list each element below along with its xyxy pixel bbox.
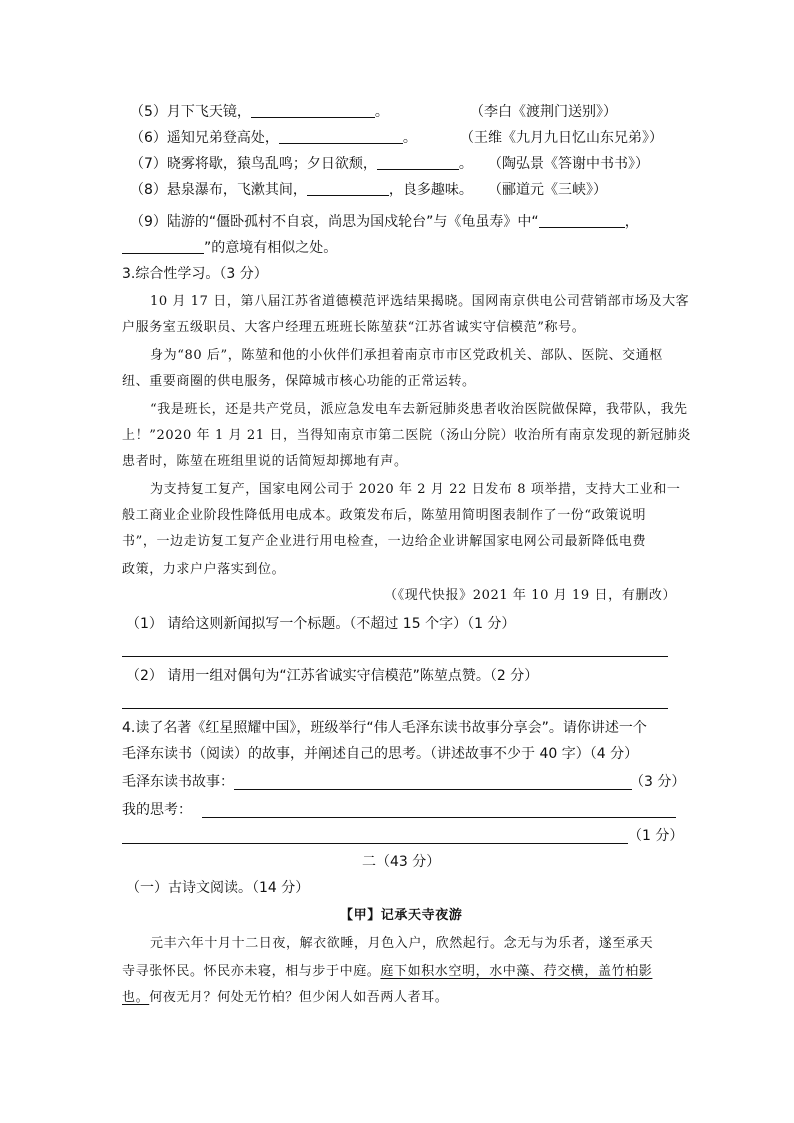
answer-blank[interactable] [539,213,625,228]
story-answer-line[interactable] [234,789,632,790]
poem-line-9-cont [122,238,337,258]
news-line: 书”，一边走访复工复产企业进行用电检查，一边给企业讲解国家电网公司最新降低电费 [122,534,647,549]
news-line: 身为“80 后”，陈堃和他的小伙伴们承担着南京市市区党政机关、部队、医院、交通枢 [150,348,663,363]
passage-text: 寺寻张怀民。怀民亦未寝，相与步于中庭。 [122,964,381,979]
poem-text: 月下飞天镜， [166,104,251,120]
poem-number: （9） [130,214,167,230]
news-source: （《现代快报》2021 年 10 月 19 日，有删改） [384,588,677,603]
question-4-line: 4.读了名著《红星照耀中国》，班级举行“伟人毛泽东读书故事分享会”。请你讲述一个 [122,720,647,736]
answer-line[interactable] [122,708,668,709]
poem-end: ”的意境有相似之处。 [204,240,338,256]
poem-source-7: （陶弘景《答谢中书书》） [488,156,649,172]
underlined-sentence: 也。 [122,990,150,1005]
thinking-score: （1 分） [628,828,684,844]
story-score: （3 分） [630,774,686,790]
poem-end: ，良多趣味。 [388,182,473,198]
news-line: 上！”2020 年 1 月 21 日，当得知南京市第二医院（汤山分院）收治所有南京发现的新冠肺炎 [122,428,692,443]
news-line: 般工商业企业阶段性降低用电成本。政策发布后，陈堃用简明图表制作了一份“政策说明 [122,508,647,523]
poem-number: （5） [130,104,167,120]
poem-text: 晓雾将歇，猿鸟乱鸣；夕日欲颓， [166,156,377,172]
section-heading: 二（43 分） [362,854,441,870]
passage-line [122,988,448,1008]
poem-number: （8） [130,182,167,198]
answer-blank[interactable] [251,103,375,118]
poem-number: （7） [130,156,167,172]
poem-end: 。 [374,104,389,120]
news-line: 户服务室五级职员、大客户经理五班班长陈堃获“江苏省诚实守信模范”称号。 [122,320,586,335]
thinking-answer-line[interactable] [122,843,628,844]
story-label: 毛泽东读书故事： [122,774,234,790]
poem-source-6: （王维《九月九日忆山东兄弟》） [460,130,663,146]
poem-line-7 [130,154,473,174]
answer-blank[interactable] [307,181,389,196]
poem-text: 陆游的“僵卧孤村不自哀，尚思为国戍轮台”与《龟虽寿》中“ [166,214,539,230]
thinking-answer-line[interactable] [202,817,676,818]
thinking-label: 我的思考： [122,802,192,818]
news-line: 10 月 17 日，第八届江苏省道德模范评选结果揭晓。国网南京供电公司营销部市场及大客 [150,294,690,309]
answer-blank[interactable] [122,239,204,254]
passage-text: 何夜无月？何处无竹柏？但少闲人如吾两人者耳。 [149,990,449,1005]
question-4-line: 毛泽东读书（阅读）的故事，并阐述自己的思考。（讲述故事不少于 40 字）（4 分） [122,746,639,762]
poem-source-8: （郦道元《三峡》） [488,182,607,198]
poem-line-8 [130,180,473,200]
news-line: 政策，力求户户落实到位。 [122,562,286,577]
sub-question-2: （2） 请用一组对偶句为“江苏省诚实守信模范”陈堃点赞。（2 分） [126,668,539,684]
poem-source-5: （李白《渡荆门送别》） [470,104,617,120]
passage-line: 元丰六年十月十二日夜，解衣欲睡，月色入户，欣然起行。念无与为乐者，遂至承天 [150,936,654,951]
poem-number: （6） [130,130,167,146]
poem-line-5 [130,102,389,122]
passage-line [122,962,652,982]
poem-line-6 [130,128,417,148]
news-line: 为支持复工复产，国家电网公司于 2020 年 2 月 22 日发布 8 项举措，支持大工业和一 [150,482,681,497]
sub-question-1: （1） 请给这则新闻拟写一个标题。（不超过 15 个字）（1 分） [126,616,516,632]
poem-text: 悬泉瀑布，飞漱其间， [166,182,307,198]
underlined-sentence: 庭下如积水空明，水中藻、荇交横，盖竹柏影 [380,964,653,979]
poem-text: 遥知兄弟登高处， [166,130,279,146]
passage-title: 【甲】记承天寺夜游 [340,908,463,923]
poem-end: 。 [402,130,417,146]
answer-blank[interactable] [377,155,459,170]
answer-line[interactable] [122,656,668,657]
news-line: “我是班长，还是共产党员，派应急发电车去新冠肺炎患者收治医院做保障，我带队，我先 [150,402,688,417]
poem-line-9 [130,212,639,232]
poem-end: 。 [458,156,473,172]
poem-mid: ， [624,214,639,230]
news-line: 纽、重要商圈的供电服务，保障城市核心功能的正常运转。 [122,374,476,389]
question-3-title: 3.综合性学习。（3 分） [122,266,268,282]
section-sub-heading: （一）古诗文阅读。（14 分） [126,880,310,896]
answer-blank[interactable] [279,129,403,144]
news-line: 患者时，陈堃在班组里说的话简短却掷地有声。 [122,454,408,469]
